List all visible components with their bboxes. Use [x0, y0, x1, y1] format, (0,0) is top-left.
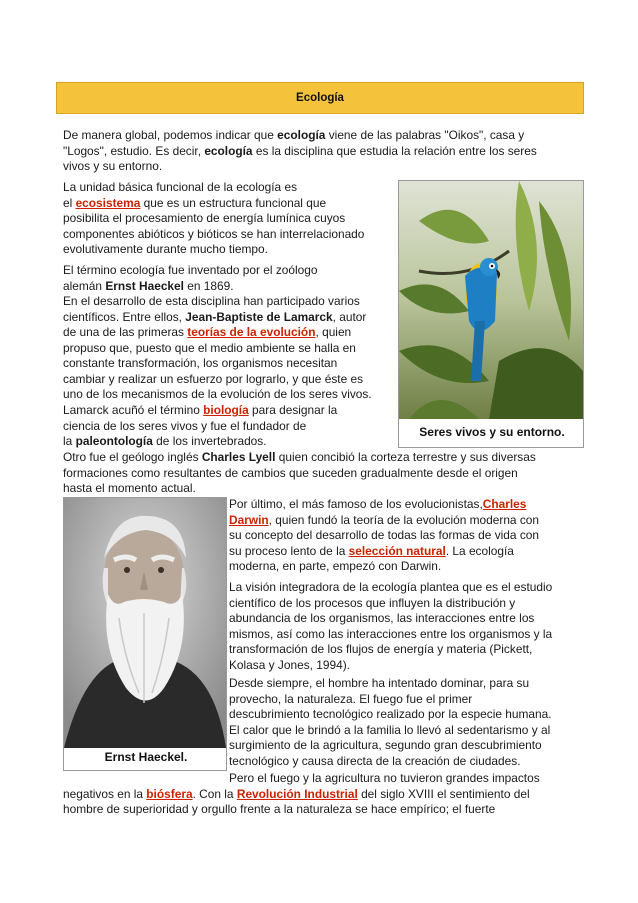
haeckel-portrait: [64, 498, 226, 748]
line: transformación de los flujos de energía y materia (Pickett,: [229, 642, 533, 656]
paragraph-fuego: [229, 676, 589, 769]
text: de una de las primeras: [63, 325, 188, 339]
line: su concepto del desarrollo de todas las formas de vida con: [229, 528, 539, 542]
text: viene de las palabras "Oikos", casa y: [325, 128, 525, 142]
line: [63, 310, 403, 326]
term-paleontologia: paleontología: [75, 434, 153, 448]
line: En el desarrollo de esta disciplina han participado varios: [63, 294, 360, 308]
line: [229, 513, 589, 529]
text: científicos. Entre ellos,: [63, 309, 186, 324]
link-seleccion-natural[interactable]: selección natural: [348, 543, 446, 558]
line: mismos, así como las interacciones entre los organismos y la: [229, 626, 553, 641]
line: hasta el momento actual.: [63, 481, 196, 495]
line: propuso que, puesto que el medio ambiente se halla en: [63, 340, 356, 355]
paragraph-lyell: [63, 450, 588, 497]
line: tecnológico y causa directa de la creación de ciudades.: [229, 753, 521, 768]
line: Desde siempre, el hombre ha intentado dominar, para su: [229, 676, 530, 690]
line: [63, 450, 588, 466]
line: [63, 787, 593, 803]
line: descubrimiento tecnológico realizado por la especie humana.: [229, 707, 552, 721]
text: "Logos", estudio. Es decir,: [63, 143, 205, 158]
line: [229, 544, 589, 560]
text: alemán: [63, 278, 106, 293]
link-revolucion-industrial[interactable]: Revolución Industrial: [236, 786, 358, 801]
line: ciencia de los seres vivos y fue el fundador de: [63, 418, 307, 433]
line: [63, 144, 583, 160]
text: De manera global, podemos indicar que: [63, 128, 278, 142]
term-ecologia: ecología: [277, 128, 326, 142]
line: constante transformación, los organismos necesitan: [63, 356, 338, 370]
parrot-figure: [398, 180, 584, 448]
haeckel-caption: Ernst Haeckel.: [104, 750, 188, 764]
paragraph-vision-integradora: [229, 580, 589, 673]
line: El calor que le brindó a la familia lo llevó al sedentarismo y al: [229, 722, 551, 737]
line: [63, 279, 398, 295]
term-ecologia: ecología: [204, 143, 253, 158]
line: [229, 497, 589, 513]
parrot-caption: Seres vivos y su entorno.: [419, 425, 565, 439]
text: su proceso lento de la: [229, 543, 349, 558]
line: [63, 403, 398, 419]
line: Kolasa y Jones, 1994).: [229, 657, 350, 672]
text: de los invertebrados.: [152, 434, 267, 448]
line: formaciones como resultantes de cambios que suceden gradualmente desde el origen: [63, 465, 518, 480]
line: hombre de superioridad y orgullo frente a la naturaleza se hace empírico; el fuerte: [63, 802, 496, 816]
line: científico de los procesos que influyen la distribución y: [229, 595, 516, 610]
line: La unidad básica funcional de la ecología es: [63, 180, 298, 194]
name-lyell: Charles Lyell: [201, 450, 276, 464]
name-lamarck: Jean-Baptiste de Lamarck: [185, 309, 333, 324]
text: . La ecología: [445, 543, 514, 558]
text: es la disciplina que estudia la relación entre los seres: [252, 143, 537, 158]
line: surgimiento de la agricultura, segundo gran descubrimiento: [229, 738, 542, 752]
paragraph-lamarck: [63, 294, 403, 403]
text: Lamarck acuñó el término: [63, 403, 204, 417]
text: el: [63, 195, 76, 210]
document-title-text: Ecología: [296, 92, 344, 104]
line: posibilita el procesamiento de energía lumínica cuyos: [63, 211, 346, 225]
link-ecosistema[interactable]: ecosistema: [75, 195, 141, 210]
line: [63, 128, 583, 144]
name-haeckel: Ernst Haeckel: [105, 278, 184, 293]
parrot-photo: [399, 181, 583, 419]
line: abundancia de los organismos, las interacciones entre los: [229, 611, 535, 625]
paragraph-biologia: [63, 403, 398, 450]
text: . Con la: [192, 786, 237, 801]
line: provecho, la naturaleza. El fuego fue el primer: [229, 691, 473, 706]
line: uno de los mecanismos de la evolución de los seres vivos.: [63, 387, 372, 401]
link-biosfera[interactable]: biósfera: [146, 786, 193, 801]
text: quien concibió la corteza terrestre y sus diversas: [275, 450, 536, 464]
paragraph-intro: [63, 128, 583, 175]
line: [63, 325, 403, 341]
text: , quien fundó la teoría de la evolución moderna con: [268, 512, 540, 527]
link-charles-darwin-cont[interactable]: Darwin: [229, 512, 269, 527]
line: La visión integradora de la ecología plantea que es el estudio: [229, 580, 553, 594]
link-charles-darwin[interactable]: Charles: [482, 497, 527, 511]
text: , autor: [332, 309, 367, 324]
text: la: [63, 434, 76, 448]
haeckel-figure: [63, 497, 227, 771]
text: en 1869.: [183, 278, 234, 293]
line: Pero el fuego y la agricultura no tuvieron grandes impactos: [229, 771, 540, 785]
text: negativos en la: [63, 786, 147, 801]
line: evolutivamente durante mucho tiempo.: [63, 242, 268, 256]
line: [63, 196, 398, 212]
link-biologia[interactable]: biología: [203, 403, 249, 417]
paragraph-darwin: [229, 497, 589, 575]
line: moderna, en parte, empezó con Darwin.: [229, 559, 442, 573]
line: [63, 434, 398, 450]
line: componentes abióticos y bióticos se han interrelacionado: [63, 226, 365, 241]
paragraph-ecosistema: [63, 180, 398, 258]
text: que es un estructura funcional que: [140, 195, 327, 210]
text: Por último, el más famoso de los evolucionistas,: [229, 497, 483, 511]
line: cambiar y realizar un esfuerzo por lograrlo, y que éste es: [63, 371, 364, 386]
paragraph-revolucion: [63, 771, 593, 818]
text: Otro fue el geólogo inglés: [63, 450, 202, 464]
text: para designar la: [248, 403, 338, 417]
line: El término ecología fue inventado por el zoólogo: [63, 263, 318, 277]
text: , quien: [315, 325, 352, 339]
text: del siglo XVIII el sentimiento del: [357, 786, 530, 801]
document-title: [56, 82, 584, 114]
link-teorias-evolucion[interactable]: teorías de la evolución: [187, 325, 316, 339]
line: vivos y su entorno.: [63, 159, 163, 173]
paragraph-haeckel: [63, 263, 398, 294]
